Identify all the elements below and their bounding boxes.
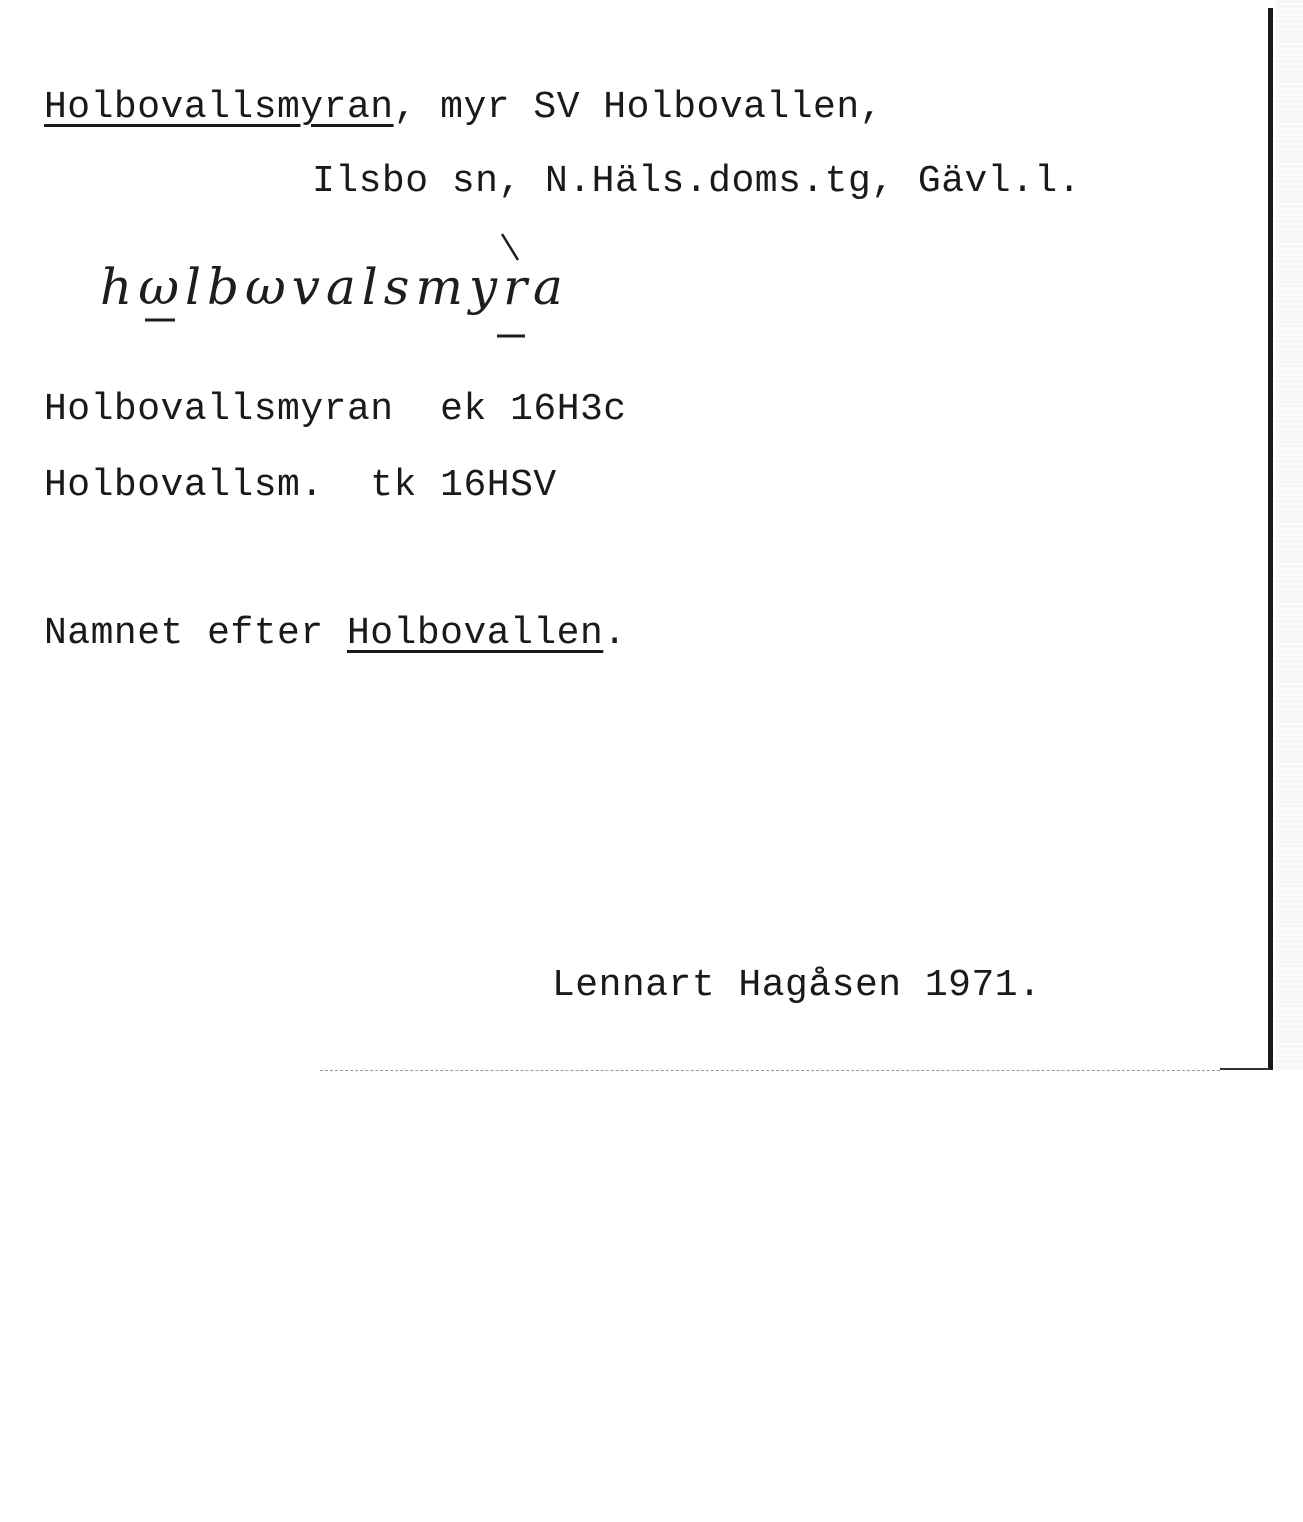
scan-edge-texture bbox=[1276, 0, 1303, 1070]
source-reference: ek 16H3c bbox=[440, 388, 627, 431]
source-line-2 bbox=[44, 464, 557, 508]
card-bottom-border bbox=[320, 1070, 1220, 1071]
etymology-note bbox=[44, 612, 627, 656]
card-right-border bbox=[1268, 8, 1273, 1070]
signature: Lennart Hagåsen 1971. bbox=[552, 964, 1042, 1007]
note-reference: Holbovallen bbox=[346, 612, 604, 655]
pronunciation-text: hωlbωvalsmyra bbox=[100, 258, 569, 316]
headword-description: , myr SV Holbovallen, bbox=[393, 86, 883, 129]
source-reference: tk 16HSV bbox=[370, 464, 557, 507]
headword: Holbovallsmyran bbox=[44, 86, 394, 129]
source-line-1 bbox=[44, 388, 627, 432]
grave-accent-mark bbox=[502, 234, 518, 260]
card-corner-line bbox=[1220, 1068, 1270, 1070]
source-name: Holbovallsmyran bbox=[44, 388, 394, 431]
headword-line bbox=[44, 86, 883, 130]
note-suffix: . bbox=[603, 612, 627, 655]
note-prefix: Namnet efter bbox=[44, 612, 347, 655]
location-line: Ilsbo sn, N.Häls.doms.tg, Gävl.l. bbox=[312, 160, 1082, 203]
source-name: Holbovallsm. bbox=[44, 464, 324, 507]
handwritten-pronunciation bbox=[100, 232, 660, 352]
